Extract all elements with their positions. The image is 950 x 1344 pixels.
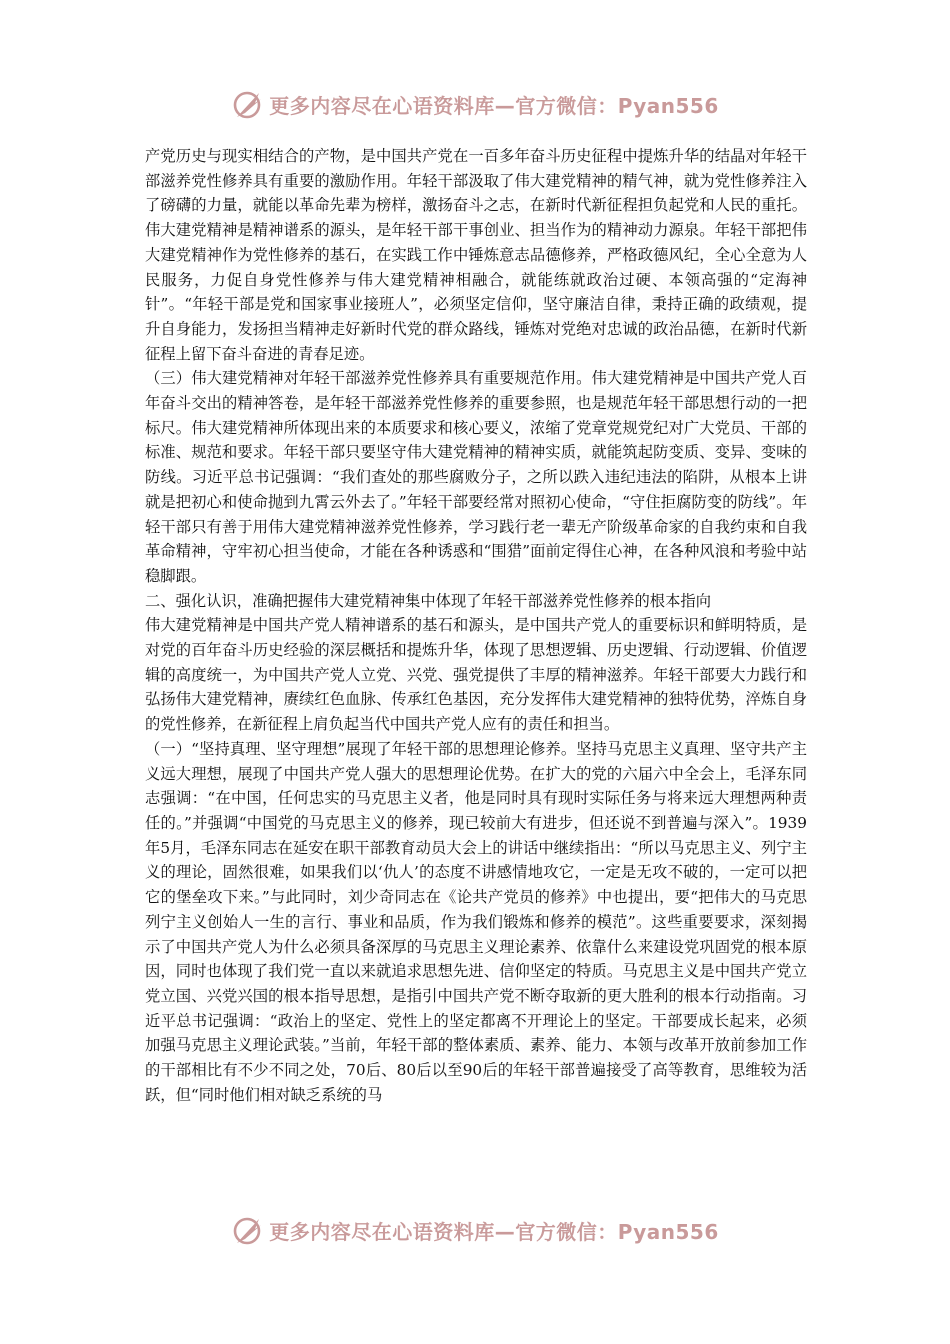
header-banner (0, 84, 950, 124)
document-body (145, 144, 807, 1107)
paragraph-3: 伟大建党精神是中国共产党人精神谱系的基石和源头，是中国共产党人的重要标识和鲜明特质，是对党的百年奋斗历史经验的深层概括和提炼升华，体现了思想逻辑、历史逻辑、行动逻辑、价值逻辑的高度统一，为中国共产党人立党、兴党、强党提供了丰厚的精神滋养。年轻干部要大力践行和弘扬伟大建党精神，赓续红色血脉、传承红色基因，充分发挥伟大建党精神的独特优势，淬炼自身的党性修养，在新征程上肩负起当代中国共产党人应有的责任和担当。 (145, 616, 807, 734)
banner-text: 更多内容尽在心语资料库—官方微信：Pyan556 (269, 93, 719, 118)
quill-logo-icon (231, 1213, 265, 1247)
paragraph-4: （一）“坚持真理、坚守理想”展现了年轻干部的思想理论修养。坚持马克思主义真理、坚守共产主义远大理想，展现了中国共产党人强大的思想理论优势。在扩大的党的六届六中全会上，毛泽东同志强调：“在中国，任何忠实的马克思主义者，他是同时具有现时实际任务与将来远大理想两种责任的。”并强调“中国党的马克思主义的修养，现已较前大有进步，但还说不到普遍与深入”。1939年5月，毛泽东同志在延安在职干部教育动员大会上的讲话中继续指出：“所以马克思主义、列宁主义的理论，固然很难，如果我们以‘仇人’的态度不讲感情地攻它，一定是无攻不破的，一定可以把它的堡垒攻下来。”与此同时，刘少奇同志在《论共产党员的修养》中也提出，要“把伟大的马克思列宁主义创始人一生的言行、事业和品质，作为我们锻炼和修养的模范”。这些重要要求，深刻揭示了中国共产党人为什么必须具备深厚的马克思主义理论素养、依靠什么来建设党巩固党的根本原因，同时也体现了我们党一直以来就追求思想先进、信仰坚定的特质。马克思主义是中国共产党立党立国、兴党兴国的根本指导思想，是指引中国共产党不断夺取新的更大胜利的根本行动指南。习近平总书记强调：“政治上的坚定、党性上的坚定都离不开理论上的坚定。干部要成长起来，必须加强马克思主义理论武装。”当前，年轻干部的整体素质、素养、能力、本领与改革开放前参加工作的干部相比有不少不同之处，70后、80后以至90后的年轻干部普遍接受了高等教育，思维较为活跃，但“同时他们相对缺乏系统的马 (145, 739, 807, 1104)
paragraph-1: 产党历史与现实相结合的产物，是中国共产党在一百多年奋斗历史征程中提炼升华的结晶对年轻干部滋养党性修养具有重要的激励作用。年轻干部汲取了伟大建党精神的精气神，就为党性修养注入了磅礴的力量，就能以革命先辈为榜样，激扬奋斗之志，在新时代新征程担负起党和人民的重托。伟大建党精神是精神谱系的源头，是年轻干部干事创业、担当作为的精神动力源泉。年轻干部把伟大建党精神作为党性修养的基石，在实践工作中锤炼意志品德修养，严格政德风纪，全心全意为人民服务，力促自身党性修养与伟大建党精神相融合，就能练就政治过硬、本领高强的“定海神针”。“年轻干部是党和国家事业接班人”，必须坚定信仰，坚守廉洁自律，秉持正确的政绩观，提升自身能力，发扬担当精神走好新时代党的群众路线，锤炼对党绝对忠诚的政治品德，在新时代新征程上留下奋斗奋进的青春足迹。 (145, 147, 807, 363)
paragraph-2: （三）伟大建党精神对年轻干部滋养党性修养具有重要规范作用。伟大建党精神是中国共产党人百年奋斗交出的精神答卷，是年轻干部滋养党性修养的重要参照，也是规范年轻干部思想行动的一把标尺。伟大建党精神所体现出来的本质要求和核心要义，浓缩了党章党规党纪对广大党员、干部的标准、规范和要求。年轻干部只要坚守伟大建党精神的精神实质，就能筑起防变质、变异、变味的防线。习近平总书记强调：“我们查处的那些腐败分子，之所以跌入违纪违法的陷阱，从根本上讲就是把初心和使命抛到九霄云外去了。”年轻干部要经常对照初心使命，“守住拒腐防变的防线”。年轻干部只有善于用伟大建党精神滋养党性修养，学习践行老一辈无产阶级革命家的自我约束和自我革命精神，守牢初心担当使命，才能在各种诱惑和“围猎”面前定得住心神，在各种风浪和考验中站稳脚跟。 (145, 369, 807, 585)
section-heading: 二、强化认识，准确把握伟大建党精神集中体现了年轻干部滋养党性修养的根本指向 (145, 591, 711, 610)
footer-banner (0, 1210, 950, 1250)
banner-text: 更多内容尽在心语资料库—官方微信：Pyan556 (269, 1219, 719, 1244)
quill-logo-icon (231, 87, 265, 121)
